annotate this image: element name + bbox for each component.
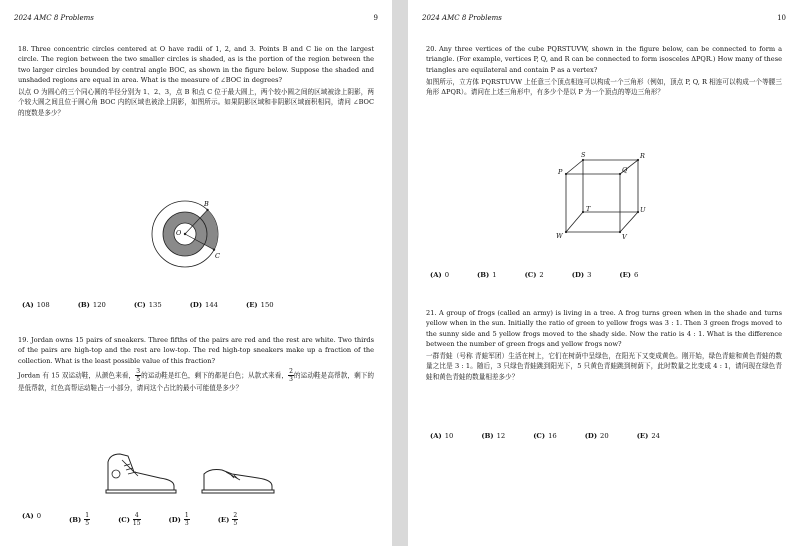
- label-o: O: [176, 229, 182, 237]
- page-header: [422, 14, 786, 22]
- problem-number: 18.: [18, 45, 29, 53]
- choice-a: (A) 0: [22, 512, 42, 520]
- vertex-s: S: [581, 151, 586, 159]
- problem-18: [18, 44, 374, 118]
- choice-c: (C) 135: [133, 301, 162, 309]
- problem-number: 20.: [426, 45, 437, 53]
- vertex-v: V: [622, 233, 627, 241]
- choices-19: [22, 512, 372, 527]
- label-c: C: [215, 252, 220, 260]
- choice-e: (E) $\frac{2}{5}$: [217, 512, 238, 527]
- vertex-u: U: [640, 206, 646, 214]
- choice-a: (A) 10: [430, 432, 454, 440]
- choice-b: (B) $\frac{1}{5}$: [69, 512, 90, 527]
- high-top-sneaker-image: [100, 448, 180, 496]
- choices-21: [430, 432, 780, 440]
- problem-text-cn: Jordan 有 15 双运动鞋，从颜色来看， $\frac{3}{5}$ 的运动鞋是红色，剩下的都是白色；从款式来看， $\frac{2}{3}$ 的运动鞋是高帮款，剩下的是低帮款，红色高帮运动鞋占一小部分，请问这个占比的最小可能值是多少？: [18, 367, 375, 392]
- header-title: 2024 AMC 8 Problems: [14, 14, 94, 22]
- problem-text-en: Three concentric circles centered at O have radii of 1, 2, and 3. Points B and C lie on the largest circle. The region between the two smaller circles is shaded, as is the portion of the region between the two larger circles bounded by central angle BOC, as shown in the figure below. Suppose the shaded and unshaded regions are equal in area. What is the measure of ∠BOC in degrees?: [18, 45, 374, 84]
- problem-text-cn: 如图所示，立方体 PQRSTUVW 上任意三个顶点相连可以构成一个三角形（例如，顶点 P, Q, R 相连可以构成一个等腰三角形 ΔPQR）。请问在上述三角形中，有多少个是以 P 为一个顶点的等边三角形？: [426, 77, 782, 97]
- vertex-w: W: [556, 232, 563, 240]
- choice-b: (B) 1: [477, 271, 497, 279]
- problem-text-en: Any three vertices of the cube PQRSTUVW, shown in the figure below, can be connected to form a triangle. (For example, vertices P, Q, and R can be connected to form isosceles ΔPQR.) How many of these triangles are equilateral and contain P as a vertex?: [426, 45, 782, 74]
- choice-b: (B) 12: [481, 432, 506, 440]
- vertex-r: R: [640, 152, 645, 160]
- choice-e: (E) 24: [636, 432, 660, 440]
- fraction-two-thirds: $\frac{2}{3}$: [289, 367, 293, 383]
- choice-c: (C) 2: [524, 271, 544, 279]
- low-top-sneaker-image: [198, 460, 278, 496]
- choice-c: (C) 16: [533, 432, 557, 440]
- choice-a: (A) 108: [22, 301, 50, 309]
- choice-d: (D) $\frac{1}{3}$: [168, 512, 189, 527]
- choice-a: (A) 0: [430, 271, 450, 279]
- header-title: 2024 AMC 8 Problems: [422, 14, 502, 22]
- choices-18: [22, 301, 372, 309]
- cube-figure: [548, 150, 658, 245]
- problem-number: 19.: [18, 336, 29, 344]
- problem-text-en: Jordan owns 15 pairs of sneakers. Three fifths of the pairs are red and the rest are white. Two thirds of the pairs are high-top and the rest are low-top. The red high-top sneakers make up a fraction of the collection. What is the least possible value of this fraction?: [18, 336, 374, 365]
- problem-19: [18, 335, 374, 393]
- concentric-circles-figure: [150, 182, 240, 277]
- choice-c: (C) $\frac{4}{15}$: [118, 512, 141, 527]
- left-page: [0, 0, 392, 546]
- page-number: 9: [373, 14, 378, 22]
- choice-e: (E) 150: [246, 301, 274, 309]
- choice-b: (B) 120: [77, 301, 106, 309]
- problem-text-cn: 以点 O 为圆心的三个同心圆的半径分别为 1、2、3，点 B 和点 C 位于最大圆上，两个较小圆之间的区域被涂上阴影，两个较大圆之间且位于圆心角 BOC 内的区域也被涂上阴影，如图所示。如果阴影区域和非阴影区域面积相同，请问 ∠BOC 的度数是多少？: [18, 88, 374, 117]
- problem-number: 21.: [426, 309, 437, 317]
- choices-20: [430, 271, 780, 279]
- vertex-p: P: [558, 168, 563, 176]
- vertex-t: T: [586, 205, 591, 213]
- page-number: 10: [777, 14, 786, 22]
- problem-text-en: A group of frogs (called an army) is living in a tree. A frog turns green when in the shade and turns yellow when in the sun. Initially the ratio of green to yellow frogs was 3 : 1. Then 3 green frogs moved to the sunny side and 5 yellow frogs moved to the shady side. Now the ratio is 4 : 1. What is the difference between the number of green frogs and yellow frogs now?: [426, 309, 782, 348]
- vertex-q: Q: [622, 166, 628, 174]
- problem-21: [426, 308, 782, 382]
- choice-d: (D) 20: [584, 432, 609, 440]
- problem-20: [426, 44, 782, 97]
- right-page: [408, 0, 800, 546]
- fraction-three-fifths: $\frac{3}{5}$: [136, 367, 141, 383]
- choice-e: (E) 6: [619, 271, 639, 279]
- label-b: B: [204, 200, 209, 208]
- page-header: [14, 14, 378, 22]
- problem-text-cn: 一群青蛙（号称 青蛙军团）生活在树上，它们在树荫中呈绿色，在阳光下又变成黄色。刚开始，绿色青蛙和黄色青蛙的数量之比是 3 : 1。随后，3 只绿色青蛙跳到阳光下，5 只黄色青蛙跳到树荫下，此时数量之比变成 4 : 1，请问现在绿色青蛙和黄色青蛙的数量相差多少？: [426, 352, 782, 381]
- choice-d: (D) 3: [571, 271, 592, 279]
- choice-d: (D) 144: [189, 301, 219, 309]
